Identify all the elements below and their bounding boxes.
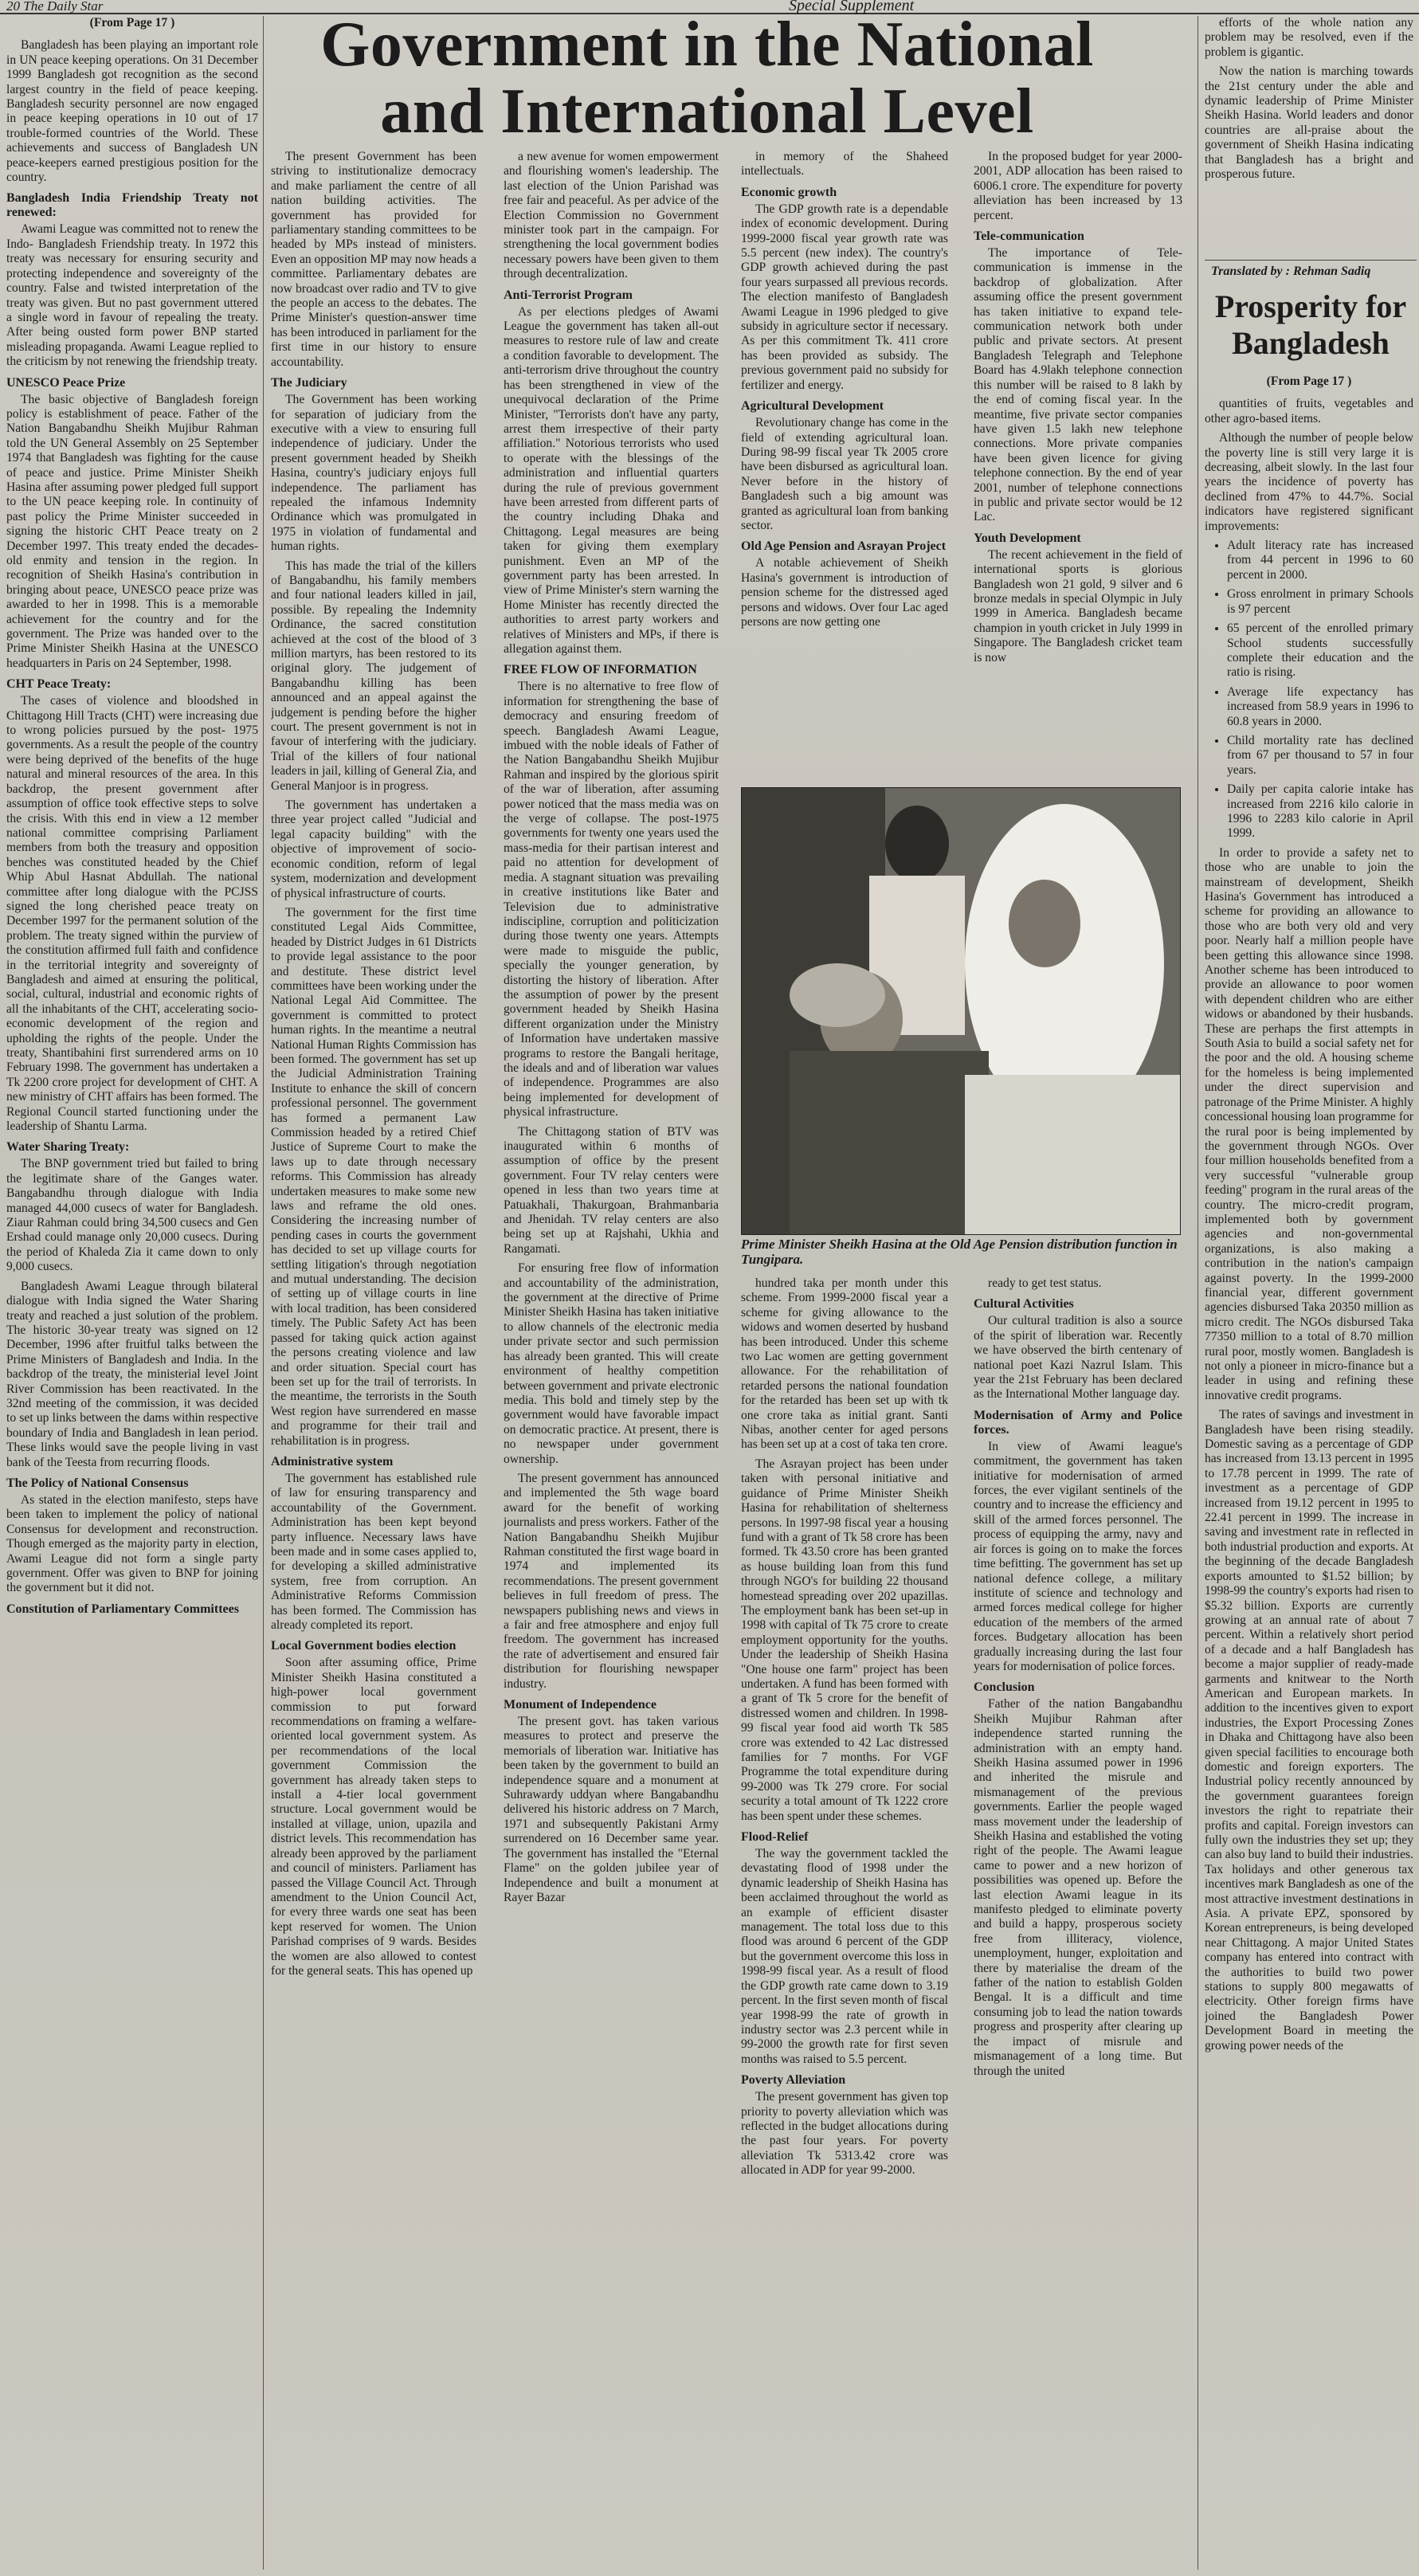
paragraph: The present Government has been striving to institutionalize democracy and make parliament the centre of all nation building activities. The government has provided for parliamentary standing committees to be headed by MPs instead of ministers. Even an opposition MP may now heads a committee. Parliamentary debates are now broadcast over radio and TV to give the people an access to the debates. The Prime Minister's question-answer time has been introduced in parliament for the first time in our history to ensure accountability. xyxy=(271,150,476,369)
subheading: Administrative system xyxy=(271,1454,394,1468)
paragraph: There is no alternative to free flow of information for strengthening the base of democracy and ensuring freedom of speech. Bangladesh Awami League, imbued with the noble ideals of Father of the Nation Bangabandhu Sheikh Mujibur Rahman and inspired by the glorious spirit of the war of liberation, after assuming power noticed that the mass media was on the verge of collapse. The post-1975 governments for twenty one years used the mass-media for their partisan interest and paid no attention for development of media. A stagnant situation was prevailing in creative institutions like Bater and Television due to administrative indiscipline, corruption and politicization during those twenty one years. Attempts were made to misguide the public, specially the younger generation, by distorting the history of liberation. After the assumption of power by the present government headed by Sheikh Hasina different organization under the Ministry of Information have undertaken massive programs to restore the Bangali heritage, the ideals and and of liberation war values of independence. Programmes are also being implemented for development of physical infrastructure. xyxy=(504,680,719,1119)
indicator-list xyxy=(1205,539,1413,841)
subheading: Water Sharing Treaty: xyxy=(6,1140,130,1155)
translator-credit: Translated by : Rehman Sadiq xyxy=(1211,265,1371,278)
article-column-1 xyxy=(6,16,258,2570)
paragraph: Bangladesh has been playing an important role in UN peace keeping operations. On 31 December 1999 Bangladesh got recognition as the second largest country in the field of peace keeping. Bangladesh security personnel are now engaged in peace keeping operations in 10 out of 17 trouble-formed countries of the World. These achievements and success of Bangladesh UN peace-keepers earned prestigious position for the country. xyxy=(6,38,258,185)
paragraph: A notable achievement of Sheikh Hasina's government is introduction of pension scheme for the distressed aged persons and widows. Over four Lac aged persons are now getting one xyxy=(741,556,948,629)
paragraph: in memory of the Shaheed intellectuals. xyxy=(741,150,948,178)
paragraph: The government has undertaken a three year project called "Judicial and legal capacity building" with the objective of improvement of socio-economic condition, reform of legal system, modernization and development of physical infrastructure of courts. xyxy=(271,798,476,900)
article-column-4-bottom xyxy=(741,1276,948,2570)
paragraph: Now the nation is marching towards the 21st century under the able and dynamic leadership of Prime Minister Sheikh Hasina. World leaders and donor countries are all-praise about the government of Sheikh Hasina indicating that Bangladesh has a bright and prosperous future. xyxy=(1205,65,1413,182)
paragraph: ready to get test status. xyxy=(988,1276,1102,1290)
photo-caption: Prime Minister Sheikh Hasina at the Old Age Pension distribution function in Tungipara. xyxy=(741,1237,1178,1267)
list-item: • Gross enrolment in primary Schools is 97 percent xyxy=(1227,587,1413,617)
list-item: • Adult literacy rate has increased from 44 percent in 1996 to 60 percent in 2000. xyxy=(1227,539,1413,582)
article-column-5-bottom xyxy=(974,1276,1182,2570)
paragraph: The government has established rule of law for ensuring transparency and accountability of the Government. Administration has been kept beyond party influence. Necessary laws have been made and in some cases applied to, for developing a skilled administrative system, free from corruption. An Administrative Reforms Commission has been formed. The Commission has already completed its report. xyxy=(271,1471,476,1632)
subheading: Monument of Independence xyxy=(504,1698,657,1712)
subheading: Poverty Alleviation xyxy=(741,2073,846,2088)
list-item: • 65 percent of the enrolled primary School students successfully complete their education and the ratio is rising. xyxy=(1227,621,1413,680)
page-number: 20 The Daily Star xyxy=(6,0,104,14)
photo-illustration xyxy=(742,788,1180,1234)
subheading: Local Government bodies election xyxy=(271,1639,457,1653)
paragraph: The present government has announced and implemented the 5th wage board award for the benefit of working journalists and press workers. Father of the Nation Bangabandhu Sheikh Mujibur Rahman constituted the first wage board in 1974 and implemented its recommendations. The present government believes in full freedom of press. The newspapers publishing news and views in a fair and free atmosphere and enjoy full freedom. The government has increased the rate of advertisement and ensured fair distribution for flourishing newspaper industry. xyxy=(504,1471,719,1691)
subheading: Old Age Pension and Asrayan Project xyxy=(741,539,947,554)
paragraph: The way the government tackled the devastating flood of 1998 under the dynamic leadership of Sheikh Hasina has been acclaimed throughout the world as an example of efficient disaster management. The total loss due to this flood was around 6 percent of the GDP but the government overcome this loss in 1998-99 fiscal year. As a result of flood the GDP growth rate came down to 3.19 percent. In the first seven month of fiscal year 1998-99 the rate of growth in industry sector was 2.3 percent while in 99-2000 the growth rate for first seven months was raised to 5.5 percent. xyxy=(741,1847,948,2066)
paragraph: The rates of savings and investment in Bangladesh have been rising steadily. Domestic saving as a percentage of GDP has increased from 13.13 percent in 1995 to 17.78 percent in 1999. The rate of investment as a percentage of GDP increased from 19.12 percent in 1995 to 22.41 percent in 1999. The increase in saving and investment rate in reflected in both industrial production and exports. At the beginning of the decade Bangladesh exports amounted to $1.52 billion; by 1998-99 the country's exports had risen to $5.32 billion. Exports are currently growing at an annual rate of about 7 percent. Within a relatively short period of a decade and a half Bangladesh has become a major supplier of ready-made garments and knitwear to the North American and European markets. In addition to the incentives given to export industries, the Export Processing Zones in Dhaka and Chittagong have also been given special facilities to encourage both domestic and foreign exporters. The Industrial policy recently announced by the government guarantees foreign investors the right to repatriate their profits and capital. Foreign investors can fully own the industries they set up; they can also buy land to build their industries. Tax holidays and other generous tax incentives mark Bangladesh as one of the most attractive investment destinations in Asia. A private EPZ, sponsored by Korean entrepreneurs, is being developed near Chittagong. A major United States company has entered into contract with the authorities to build two power stations to supply 800 megawatts of electricity. Other foreign firms have joined the Bangladesh Power Development Board in meeting the growing power needs of the xyxy=(1205,1408,1413,2053)
continued-from: (From Page 17 ) xyxy=(89,16,175,29)
paragraph: For ensuring free flow of information and accountability of the administration, the government at the directive of Prime Minister Sheikh Hasina has taken initiative to allow channels of the electronic media under private sector and such permission has already been granted. This will create environment of healthy competition between government and private electronic media. This bold and timely step by the government would have favorable impact on democratic practice. At present, there is no newspaper under government ownership. xyxy=(504,1261,719,1466)
subheading: Cultural Activities xyxy=(974,1297,1074,1312)
subheading: The Policy of National Consensus xyxy=(6,1476,189,1490)
subheading: CHT Peace Treaty: xyxy=(6,677,112,692)
subheading: Economic growth xyxy=(741,185,837,199)
subheading: Tele-communication xyxy=(974,229,1084,244)
continued-from: (From Page 17 ) xyxy=(1266,374,1352,388)
side-article-column xyxy=(1205,374,1413,2570)
headline: Government in the National and International Level xyxy=(320,10,1094,147)
subheading: The Judiciary xyxy=(271,376,347,390)
paragraph: The BNP government tried but failed to bring the legitimate share of the Ganges water. Bangabandhu through dialogue with India managed 44,000 cusecs of water for Bangladesh. Ziaur Rahman could bring 34,500 cusecs and Gen Ershad could manage only 20,000 cusecs. During the period of Khaleda Zia it came down to only 9,000 cusecs. xyxy=(6,1157,258,1274)
paragraph: The basic objective of Bangladesh foreign policy is establishment of peace. Father of the Nation Bangabandhu Sheikh Mujibur Rahman told the UN General Assembly on 25 September 1974 that Bangladesh was fighting for the cause of peace and justice. Prime Minister Sheikh Hasina after assuming power pledged full support to the UN peace keeping role. In continuity of past policy the Prime Minister succeeded in signing the historic CHT Peace treaty on 2 December 1997. This treaty ended the decades-old enmity and tension in the region. In recognition of Sheikh Hasina's contribution in bringing about peace, UNESCO peace prize was awarded to her in 1998. This is a memorable achievement for the country and for the government. The Prize was handed over to the Prime Minister Sheikh Hasina at the UNESCO headquarters in Paris on 24 September, 1998. xyxy=(6,392,258,670)
article-column-6-top xyxy=(1205,16,1413,260)
paragraph: The Asrayan project has been under taken with personal initiative and guidance of Prime Minister Sheikh Hasina for rehabilitation of shelterness persons. In 1997-98 fiscal year a housing fund with a grant of Tk 58 crore has been formed. Tk 43.50 crore has been granted as house building loan from this fund through NGO's for building 22 thousand homestead spreading over 202 upazillas. The employment bank has been set-up in 1998 with capital of Tk 75 crore to create employment opportunity for the youths. Under the leadership of Sheikh Hasina "One house one farm" project has been undertaken. A fund has been formed with a grant of Tk 5 crore for the benefit of distressed women and children. In 1998-99 fiscal year food aid worth Tk 585 crore was extended to 42 Lac distressed families for 7 months. For VGF Programme the total expenditure during 99-2000 was Tk 279 crore. For social security a total amount of Tk 1222 crore has been spent under these schemes. xyxy=(741,1457,948,1823)
paragraph: quantities of fruits, vegetables and other agro-based items. xyxy=(1205,397,1413,425)
side-article-headline: Prosperity for Bangladesh xyxy=(1214,288,1407,361)
paragraph: The GDP growth rate is a dependable index of economic development. During 1999-2000 fiscal year growth rate was 5.5 percent (new index). The country's GDP growth achieved during the past four years surpassed all previous records. The election manifesto of Bangladesh Awami League in 1996 pledged to give subsidy in agriculture sector if necessary. As per this commitment Tk. 411 crore has been provided as subsidy. The previous government paid no subsidy for fertilizer and energy. xyxy=(741,202,948,392)
paragraph: a new avenue for women empowerment and flourishing women's leadership. The last election of the Union Parishad was free fair and peaceful. As per advice of the Election Commission no Government minister took part in the campaign. For strengthening the local government bodies necessary powers have been given to them through decentralization. xyxy=(504,150,719,281)
paragraph: The government for the first time constituted Legal Aids Committee, headed by District Judges in 61 Districts to provide legal assistance to the poor and destitute. These district level committees have been working under the National Legal Aid Committee. The government is committed to protect human rights. In the meantime a neutral National Human Rights Commission has been formed. The government has set up the Judicial Administration Training Institute to enhance the skill of concern professional personnel. The government has formed a permanent Law Commission headed by a retired Chief Justice of Supreme Court to make the laws up to date through necessary reforms. This Commission has already undertaken measures to make some new laws and reframe the old ones. Considering the increasing number of pending cases in courts the government has decided to set up village courts for settling litigation's through negotiation and mutual understanding. The decision of setting up of village courts in line with local tradition, has been considered timely. The Public Safety Act has been passed for taking quick action against the persons creating violence and law and order situation. Special court has been set up for the trail of terrorists. In the meantime, the terrorists in the South West region have surrendered en masse and programme for their trail and rehabilitation is in progress. xyxy=(271,905,476,1448)
subheading: Flood-Relief xyxy=(741,1830,809,1845)
list-item: • Average life expectancy has increased from 58.9 years in 1996 to 60.8 years in 2000. xyxy=(1227,685,1413,729)
paragraph: Revolutionary change has come in the field of extending agricultural loan. During 98-99 fiscal year Tk 2005 crore have been disbursed as agricultural loan. Never before in the history of Bangladesh such a big amount was granted as agricultural loan from banking sector. xyxy=(741,416,948,532)
paragraph: efforts of the whole nation any problem may be resolved, even if the problem is gigantic. xyxy=(1205,16,1413,59)
subheading: Agricultural Development xyxy=(741,399,884,414)
paragraph: The present government has given top priority to poverty alleviation which was reflected in the budget allocations during the past four years. For poverty alleviation Tk 5313.42 crore was allocated in ADP for year 99-2000. xyxy=(741,2090,948,2178)
paragraph: Awami League was committed not to renew the Indo- Bangladesh Friendship treaty. In 1972 this treaty was necessary for ensuring security and protecting independence and sovereignty of the country. False and twisted interpretation of the treaty was given. But no past government uttered a single word in favour of repealing the treaty. After being ousted form power BNP started misleading propaganda. Awami League replied to the criticism by not renewing the friendship treaty. xyxy=(6,222,258,369)
paragraph: The cases of violence and bloodshed in Chittagong Hill Tracts (CHT) were increasing due to wrong policies pursued by the post- 1975 governments. As a result the people of the country were being deprived of the benefits of the huge natural and mineral resources of the area. In this backdrop, the present government after assumption of office took effective steps to solve the crisis. With this end in view a 12 member national committee comprising Parliament members from both the treasury and opposition benches was constituted headed by the Chief Whip Abul Hasnat Abdullah. The national committee after long dialogue with the PCJSS signed the long cherished peace treaty on December 1997 for the permanent solution of the problem. The treaty signed within the purview of the constitution affirmed full faith and confidence in the territorial integrity and sovereignty of Bangladesh and aimed at ensuring the political, social, cultural, industrial and economic rights of all the inhabitants of the CHT, accelerating socio-economic development of the region and upholding the rights of the people. Under the treaty, Shantibahini first surrendered arms on 10 February 1998. The government has undertaken a Tk 2200 crore project for development of CHT. A new ministry of CHT affairs has been formed. The Regional Council started functioning under the leadership of Shantu Larma. xyxy=(6,694,258,1134)
article-column-3 xyxy=(504,150,719,2570)
paragraph: In order to provide a safety net to those who are unable to join the mainstream of development, Sheikh Hasina's Government has introduced a scheme for providing an allowance to those who are both very old and very poor. Nearly half a million people have been getting this allowance since 1998. Another scheme has been introduced to provide an allowance to poor women with dependent children who are either widows or abandoned by their husbands. These are perhaps the first attempts in South Asia to build a social safety net for the poor and the old. A housing scheme for the homeless is being implemented under the direct supervision and patronage of the Prime Minister. A highly concessional housing loan programme for the rural poor is being implemented by the government through NGOs. Over four million households benefited from a very successful "vulnerable group feeding" program in the rural areas of the country. The micro-credit program, implemented both by government agencies and non-governmental organizations, is also making a contribution in the nation's campaign against poverty. In the 1999-2000 financial year, different government agencies disbursed Taka 20350 million as micro credit. The NGOs disbursed Taka 77350 million to a total of 8.70 million rural poor, mostly women. Bangladesh is not only a pioneer in micro-finance but a leader in using and refining these innovative credit programs. xyxy=(1205,845,1413,1402)
paragraph: The Chittagong station of BTV was inaugurated within 6 months of assumption of office by the present government. Four TV relay centers were opened in less than two years time at Patuakhali, Thakurgoan, Brahmanbaria and Jhenidah. TV relay centers are also being set up at Rajshahi, Ukhia and Rangamati. xyxy=(504,1124,719,1256)
subheading: Bangladesh India Friendship Treaty not renewed: xyxy=(6,191,258,220)
paragraph: Bangladesh Awami League through bilateral dialogue with India signed the Water Sharing treaty and reached a just solution of the problem. The historic 30-year treaty was signed on 12 December, 1996 after fruitful talks between the Prime Ministers of Bangladesh and India. In the backdrop of the treaty, the ministerial level Joint River Commission has been reactivated. In the 32nd meeting of the commission, it was decided to set up links between the dams within respective boundary of India and Bangladesh in lean period. These links would save the people living in vast bank of the Teesta from recurring floods. xyxy=(6,1279,258,1469)
paragraph: As per elections pledges of Awami League the government has taken all-out measures to restore rule of law and create a condition favorable to development. The anti-terrorism drive throughout the country has been strengthened in view of the unequivocal declaration of the Prime Minister, "Terrorists don't have any party, arrest them irrespective of their party affiliation." Notorious terrorists who used to operate with the blessings of the administration and influential quarters during the rule of previous government have been arrested from different parts of the country including Dhaka and Chittagong. Legal measures are being taken for giving them exemplary punishment. Even an MP of the government party has been arrested. In view of Prime Minister's stern warning the Home Minister has recently directed the authorities to arrest party workers and relatives of Ministers and MPs, if there is allegation against them. xyxy=(504,304,719,656)
subheading: Conclusion xyxy=(974,1680,1035,1695)
section-divider xyxy=(1205,260,1417,261)
subheading: Modernisation of Army and Police forces. xyxy=(974,1408,1182,1437)
paragraph: The recent achievement in the field of international sports is glorious Bangladesh won 21 gold, 9 silver and 6 bronze medals in special Olympic in July 1999 in America. Bangladesh became champion in youth cricket in July 1999 in Singapore. The Bangladesh cricket team is now xyxy=(974,547,1182,665)
subheading: Youth Development xyxy=(974,531,1081,545)
paragraph: In the proposed budget for year 2000-2001, ADP allocation has been raised to 6006.1 crore. The expenditure for poverty alleviation has been increased by 13 percent. xyxy=(974,150,1182,222)
subheading: Anti-Terrorist Program xyxy=(504,288,633,302)
paragraph: In view of Awami league's commitment, the government has taken initiative for modernisation of armed forces, the ever vigilant sentinels of the country and to increase the efficiency and skill of the armed forces personnel. The process of equipping the army, navy and air forces is going on to make the forces time befitting. The government has set up national defence college, a military institute of science and technology and armed forces medical college for higher education of the members of the armed forces. Budgetary allocation has been gradually increasing during the last four years for modernisation of police forces. xyxy=(974,1439,1182,1673)
list-item: • Daily per capita calorie intake has increased from 2216 kilo calorie in 1996 to 2283 kilo calorie in April 1999. xyxy=(1227,782,1413,841)
paragraph: Father of the nation Bangabandhu Sheikh Mujibur Rahman after independence started running the administration with an empty hand. Sheikh Hasina assumed power in 1996 and inherited the misrule and mismanagement of the previous governments. Earlier the people waged mass movement under the leadership of Sheikh Hasina and established the voting right of the people. The Awami league came to power and a new horizon of possibilities was opened up. Before the last election Awami league in its manifesto pledged to eliminate poverty and build a happy, prosperous society free from illiteracy, violence, unemployment, hunger, exploitation and there by materialise the dream of the father of the nation to establish Golden Bengal. It is a difficult and time consuming job to lead the nation towards progress and prosperity after clearing up the impact of misrule and mismanagement of a long time. But through the united xyxy=(974,1697,1182,2078)
paragraph: Although the number of people below the poverty line is still very large it is decreasing, albeit slowly. In the last four years the incidence of poverty has declined from 47% to 44.7%. Social indicators have registered significant improvements: xyxy=(1205,431,1413,533)
paragraph: The Government has been working for separation of judiciary from the executive with a view to ensuring full independence of judiciary. Under the present government headed by Sheikh Hasina, country's judiciary enjoys full independence. The parliament has repealed the infamous Indemnity Ordinance which was promulgated in 1975 in violation of fundamental and human rights. xyxy=(271,393,476,554)
subheading: UNESCO Peace Prize xyxy=(6,375,126,390)
paragraph: This has made the trial of the killers of Bangabandhu, his family members and four national leaders killed in jail, possible. By repealing the Indemnity Ordinance, the sacred constitution achieved at the cost of the blood of 3 million martyrs, has been restored to its original glory. The judgement of Bangabandhu killing has been announced and an appeal against the judgement is pending before the higher court. The present government is not in favour of interfering with the judiciary. Trial of the killers of four national leaders in jail, killing of General Zia, and General Manjoor is in progress. xyxy=(271,559,476,793)
subheading: Constitution of Parliamentary Committees xyxy=(6,1602,239,1616)
subheading: FREE FLOW OF INFORMATION xyxy=(504,663,697,677)
paragraph: As stated in the election manifesto, steps have been taken to implement the policy of national Consensus for development and reconstruction. Though emerged as the majority party in election, Awami League did not form a single party government. Offer was given to BNP for joining the government but it did not. xyxy=(6,1492,258,1595)
paragraph: hundred taka per month under this scheme. From 1999-2000 fiscal year a scheme for giving allowance to the widows and women deserted by husband has been introduced. Under this scheme two Lac women are getting government allowance. For the rehabilitation of retarded persons the national foundation for the retarded has been set up with tk one crore taka as initial grant. Santi Nibas, another center for aged persons has been set up at a cost of taka ten crore. xyxy=(741,1276,948,1452)
section-title: Special Supplement xyxy=(789,0,915,14)
paragraph: The present govt. has taken various measures to protect and preserve the memorials of liberation war. Initiative has been taken by the government to build an independence square and a monument at Suhrawardy uddyan where Bangabandhu delivered his historic address on 7 March, 1971 and subsequently Pakistani Army surrendered on 16 December same year. The government has installed the "Eternal Flame" on the golden jubilee year of Independence and built a monument at Rayer Bazar xyxy=(504,1715,719,1904)
article-column-2 xyxy=(271,150,476,2570)
list-item: • Child mortality rate has declined from 67 per thousand to 57 in four years. xyxy=(1227,734,1413,778)
paragraph: The importance of Tele-communication is immense in the backdrop of globalization. After assuming office the present government has taken initiative to expand tele-communication network both under public and private sectors. At present Bangladesh Telegraph and Telephone Board has 4.9lakh telephone connection this number will be raised to 8 lakh by the end of coming fiscal year. In the meantime, five private sector companies have given 1.5 lakh new telephone connections. More private companies have been given licence for giving telephone connection. By the end of year 2001, number of telephone connections in public and private sector would be 12 Lac. xyxy=(974,246,1182,524)
article-column-4-top xyxy=(741,150,948,779)
paragraph: Soon after assuming office, Prime Minister Sheikh Hasina constituted a high-power local government commission to put forward recommendations on framing a welfare-oriented local government system. As per recommendations of the local government Commission the government has already taken steps to install a 4-tier local government structure. Local government would be installed at village, union, upazila and district levels. This recommendation has already been approved by the parliament and council of ministers. Parliament has passed the Village Council Act. Through amendment to the Union Council Act, for every three wards one seat has been kept reserved for women. The Union Parishad comprises of 9 wards. Besides the women are also allowed to contest for the general seats. This has opened up xyxy=(271,1656,476,1978)
news-photo xyxy=(741,787,1181,1235)
paragraph: Our cultural tradition is also a source of the spirit of liberation war. Recently we have observed the birth centenary of national poet Kazi Nazrul Islam. This year the 21st February has been declared as the International Mother language day. xyxy=(974,1314,1182,1402)
article-column-5-top xyxy=(974,150,1182,779)
column-rule xyxy=(263,16,264,2570)
